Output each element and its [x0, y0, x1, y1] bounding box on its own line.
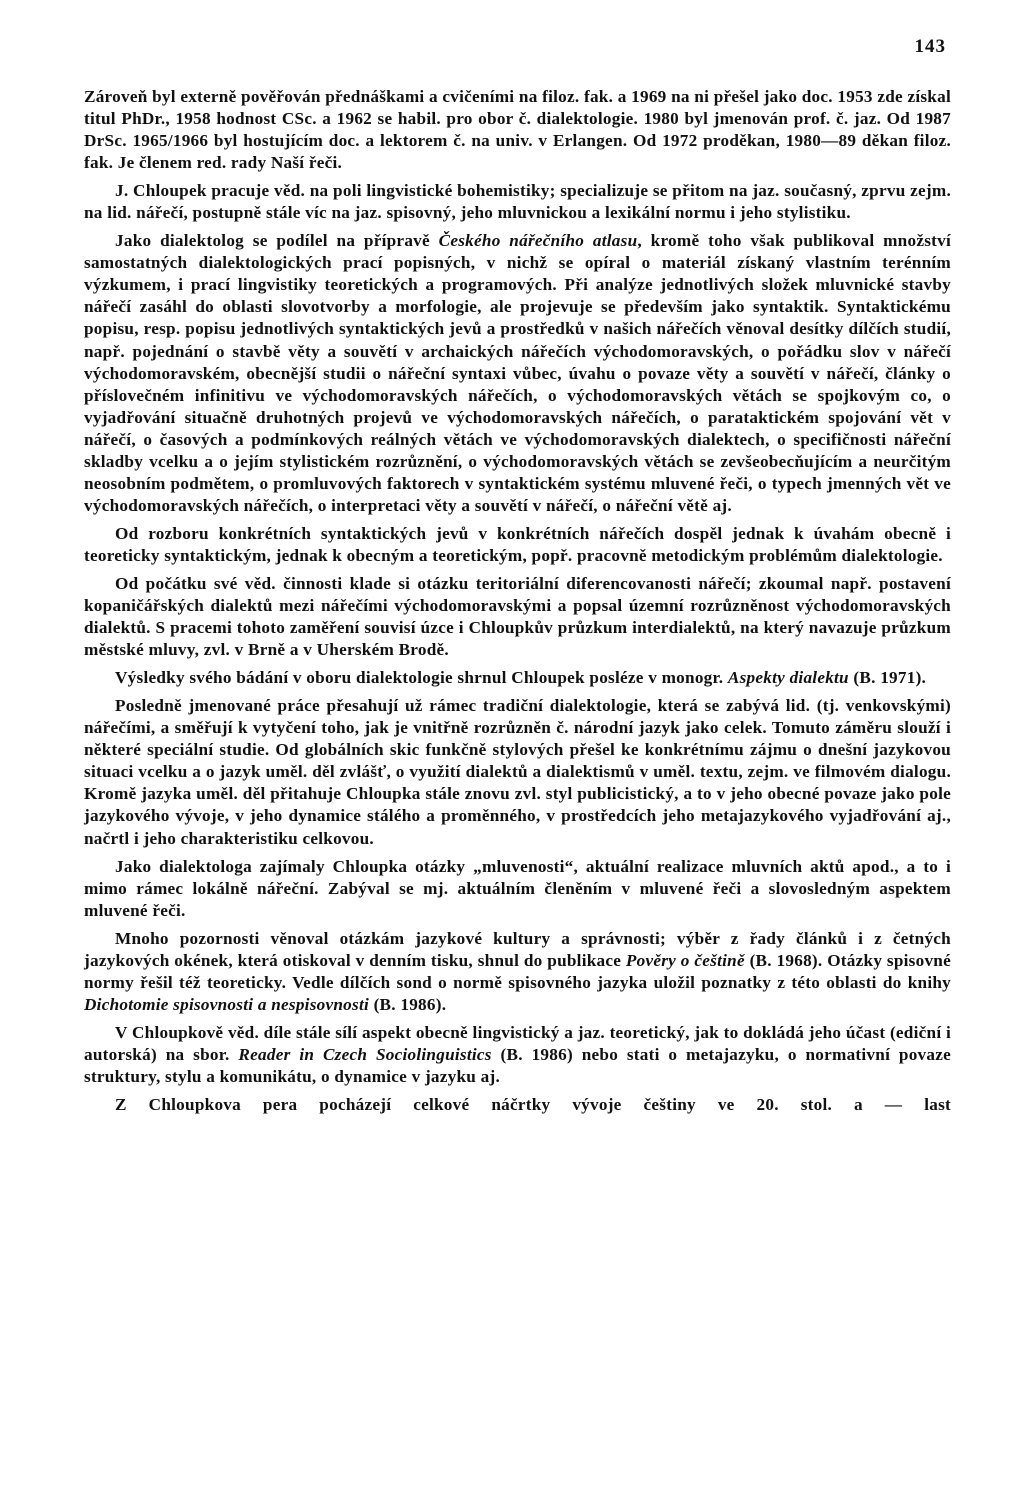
page-number: 143 — [914, 36, 946, 57]
work-title: Dichotomie spisovnosti a nespisovnosti — [84, 994, 370, 1014]
text-run: (B. 1986). — [369, 994, 447, 1014]
work-title: Reader in Czech Sociolinguistics — [238, 1044, 492, 1064]
text-run: Jako dialektolog se podílel na přípravě — [115, 231, 439, 251]
paragraph-territorial: Od počátku své věd. činnosti klade si otázku teritoriální diferencovanosti nářečí; zkoumal např. postavení kopaničářských dialektů mezi nářečími východomoravskými a popsal územní rozrůzněnost východomoravských dialektů. S pracemi tohoto zaměření souvisí úzce i Chloupkův průzkum interdialektů, na který navazuje průzkum městské mluvy, zvl. v Brně a v Uherském Brodě. — [84, 573, 951, 660]
paragraph-spokenness: Jako dialektologa zajímaly Chloupka otázky „mluvenosti“, aktuální realizace mluvních aktů apod., a to i mimo rámec lokálně nářeční. Zabýval se mj. aktuálním členěním v mluvené řeči a slovosledným aspektem mluvené řeči. — [84, 856, 951, 920]
text-run: (B. 1971). — [848, 668, 927, 688]
text-run: , kromě toho však publikoval množství samostatných dialektologických prací popisných, v nichž se opíral o materiál získaný vlastním terénním výzkumem, i prací lingvistiky teoretických a programových. Při analýze jednotlivých složek mluvnické stavby nářečí zasáhl do oblasti slovotvorby a morfologie, ale projevuje se především jako syntaktik. Syntaktickému popisu, resp. popisu jednotlivých syntaktických jevů a prostředků v našich nářečích věnoval desítky dílčích studií, např. pojednání o stavbě věty a souvětí v archaických nářečích východomoravských, o pořádku slov v nářečí východomoravském, obecnější studii o nářeční syntaxi vůbec, úvahu o povaze věty a souvětí v nářečí, články o příslovečném infinitivu ve východomoravských nářečích, o východomoravských větách se spojkovým co, o vyjadřování situačně druhotných projevů ve východomoravských nářečích, o parataktickém spojování vět v nářečí, o časových a podmínkových reálných větách ve východomoravských dialektech, o specifičnosti nářeční skladby vcelku a o jejím stylistickém rozrůznění, o východomoravských větách se zevšeobecňujícím a neurčitým neosobním podmětem, o promluvových faktorech v syntaktickém systému mluvené řeči, o typech jmenných vět ve východomoravských nářečích, o interpretaci věty a souvětí v nářečí, o nářeční větě aj. — [84, 231, 951, 515]
text-run: Výsledky svého bádání v oboru dialektologie shrnul Chloupek posléze v monogr. — [115, 668, 728, 688]
body-text — [84, 86, 951, 1116]
work-title: Českého nářečního atlasu — [438, 231, 638, 251]
text-run: (B. 1986) nebo stati o metajazyku, o normativní povaze struktury, stylu a komunikátu, o dynamice v jazyku aj. — [84, 1044, 951, 1086]
paragraph-research-focus: J. Chloupek pracuje věd. na poli lingvistické bohemistiky; specializuje se přitom na jaz. současný, zprvu zejm. na lid. nářečí, postupně stále víc na jaz. spisovný, jeho mluvnickou a lexikální normu i jeho stylistiku. — [84, 181, 951, 223]
paragraph-general-linguistics — [84, 1022, 951, 1088]
text-run: V Chloupkově věd. díle stále sílí aspekt obecně lingvistický a jaz. teoretický, jak to dokládá jeho účast (ediční i autorská) na sbor. — [84, 1022, 951, 1064]
text-run: Mnoho pozornosti věnoval otázkám jazykové kultury a správnosti; výběr z řady článků i z četných jazykových okének, která otiskoval v denním tisku, shnul do publikace — [84, 928, 951, 970]
paragraph-dialectology — [84, 230, 951, 517]
paragraph-monograph — [84, 667, 951, 689]
paragraph-national-language: Posledně jmenované práce přesahují už rámec tradiční dialektologie, která se zabývá lid. (tj. venkovskými) nářečími, a směřují k vytyčení toho, jak je vnitřně rozrůzněn č. národní jazyk jako celek. Tomuto záměru slouží i některé speciální studie. Od globálních skic funkčně stylových přešel ke konkrétnímu zájmu o dnešní jazykovou situaci vcelku a o jazyk uměl. děl zvlášť, o využití dialektů a dialektismů v uměl. textu, zejm. ve filmovém dialogu. Kromě jazyka uměl. děl přitahuje Chloupka stále znovu zvl. styl publicistický, a to v jeho obecné povaze jako pole jazykového vývoje, v jeho dynamice stálého a proměnného, v prostředcích jeho metajazykového vyjadřování aj., načrtl i jeho charakteristiku celkovou. — [84, 696, 951, 848]
work-title: Pověry o češtině — [625, 950, 745, 970]
paragraph-history: Z Chloupkova pera pocházejí celkové náčrtky vývoje češtiny ve 20. stol. a — last — [115, 1095, 951, 1115]
paragraph-language-culture — [84, 928, 951, 1016]
paragraph-career: Zároveň byl externě pověřován přednáškami a cvičeními na filoz. fak. a 1969 na ni přešel jako doc. 1953 zde získal titul PhDr., 1958 hodnost CSc. a 1962 se habil. pro obor č. dialektologie. 1980 byl jmenován prof. č. jaz. Od 1987 DrSc. 1965/1966 byl hostujícím doc. a lektorem č. na univ. v Erlangen. Od 1972 proděkan, 1980—89 děkan filoz. fak. Je členem red. rady Naší řeči. — [84, 87, 951, 173]
paragraph-theory: Od rozboru konkrétních syntaktických jevů v konkrétních nářečích dospěl jednak k úvahám obecně i teoreticky syntaktickým, jednak k obecným a teoretickým, popř. pracovně metodickým problémům dialektologie. — [84, 523, 951, 565]
text-run: (B. 1968). Otázky spisovné normy řešil též teoreticky. Vedle dílčích sond o normě spisovného jazyka uložil poznatky z této oblasti do knihy — [84, 950, 951, 992]
work-title: Aspekty dialektu — [727, 668, 849, 688]
